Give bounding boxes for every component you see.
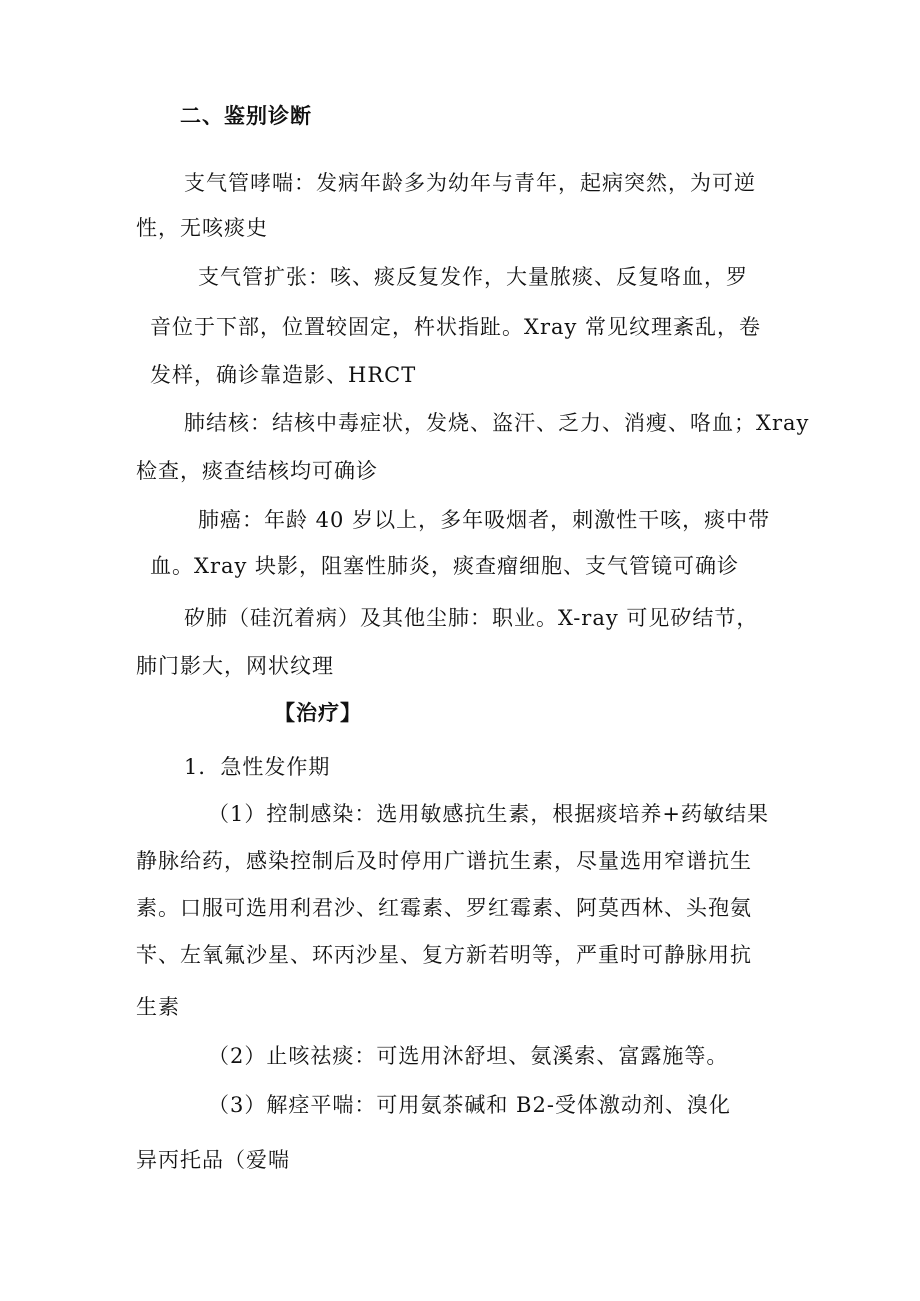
infection-line-4: 苄、左氧氟沙星、环丙沙星、复方新若明等，严重时可静脉用抗 bbox=[136, 943, 752, 967]
treatment-heading: 【治疗】 bbox=[274, 701, 362, 725]
asthma-relief-line-1: （3）解痉平喘：可用氨茶碱和 B2-受体激动剂、溴化 bbox=[208, 1093, 731, 1117]
asthma-line-2: 性，无咳痰史 bbox=[136, 216, 268, 240]
tuberculosis-line-2: 检查，痰查结核均可确诊 bbox=[136, 459, 378, 483]
silicosis-line-1: 矽肺（硅沉着病）及其他尘肺：职业。X-ray 可见矽结节， bbox=[184, 606, 759, 630]
silicosis-line-2: 肺门影大，网状纹理 bbox=[136, 654, 334, 678]
lung-cancer-line-1: 肺癌：年龄 40 岁以上，多年吸烟者，刺激性干咳，痰中带 bbox=[198, 508, 771, 532]
bronchiectasis-line-2: 音位于下部，位置较固定，杵状指趾。Xray 常见纹理紊乱，卷 bbox=[150, 315, 762, 339]
tuberculosis-line-1: 肺结核：结核中毒症状，发烧、盗汗、乏力、消瘦、咯血；Xray bbox=[184, 411, 810, 435]
asthma-relief-line-2: 异丙托品（爱喘 bbox=[136, 1148, 290, 1172]
acute-phase-heading: 1．急性发作期 bbox=[184, 755, 331, 779]
lung-cancer-line-2: 血。Xray 块影，阻塞性肺炎，痰查瘤细胞、支气管镜可确诊 bbox=[150, 554, 740, 578]
bronchiectasis-line-3: 发样，确诊靠造影、HRCT bbox=[150, 363, 417, 387]
section-heading: 二、鉴别诊断 bbox=[180, 104, 312, 128]
infection-line-2: 静脉给药，感染控制后及时停用广谱抗生素，尽量选用窄谱抗生 bbox=[136, 849, 752, 873]
infection-line-3: 素。口服可选用利君沙、红霉素、罗红霉素、阿莫西林、头孢氨 bbox=[136, 896, 752, 920]
infection-line-5: 生素 bbox=[136, 995, 180, 1019]
infection-line-1: （1）控制感染：选用敏感抗生素，根据痰培养+药敏结果 bbox=[208, 802, 769, 826]
cough-line: （2）止咳祛痰：可选用沐舒坦、氨溪索、富露施等。 bbox=[208, 1044, 729, 1068]
bronchiectasis-line-1: 支气管扩张：咳、痰反复发作，大量脓痰、反复咯血，罗 bbox=[198, 265, 748, 289]
asthma-line-1: 支气管哮喘：发病年龄多为幼年与青年，起病突然，为可逆 bbox=[184, 171, 756, 195]
